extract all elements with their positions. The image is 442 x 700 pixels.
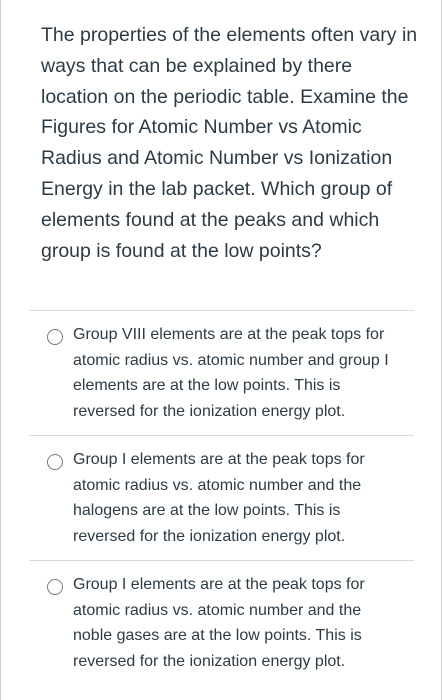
answer-option-label: Group VIII elements are at the peak tops for atomic radius vs. atomic number and group I elements are at the low points. This is reversed for the ionization energy plot. — [73, 326, 389, 420]
radio-button-icon[interactable] — [47, 329, 63, 345]
answer-option-label: Group I elements are at the peak tops for atomic radius vs. atomic number and the noble gases are at the low points. This is reversed for the ionization energy plot. — [73, 576, 365, 670]
answer-option-3[interactable] — [29, 560, 414, 685]
answer-list — [29, 310, 414, 685]
radio-button-icon[interactable] — [47, 454, 63, 470]
question-text: The properties of the elements often vary in ways that can be explained by there location on the periodic table. Examine the Figures for Atomic Number vs Atomic Radius and Atomic Number vs Ionization Energy in the lab packet. Which group of elements found at the peaks and which group is found at the low points? — [41, 24, 418, 262]
answer-option-2[interactable] — [29, 435, 414, 560]
answer-option-label: Group I elements are at the peak tops for atomic radius vs. atomic number and the halogens are at the low points. This is reversed for the ionization energy plot. — [73, 451, 365, 545]
radio-button-icon[interactable] — [47, 579, 63, 595]
answer-option-1[interactable] — [29, 310, 414, 435]
